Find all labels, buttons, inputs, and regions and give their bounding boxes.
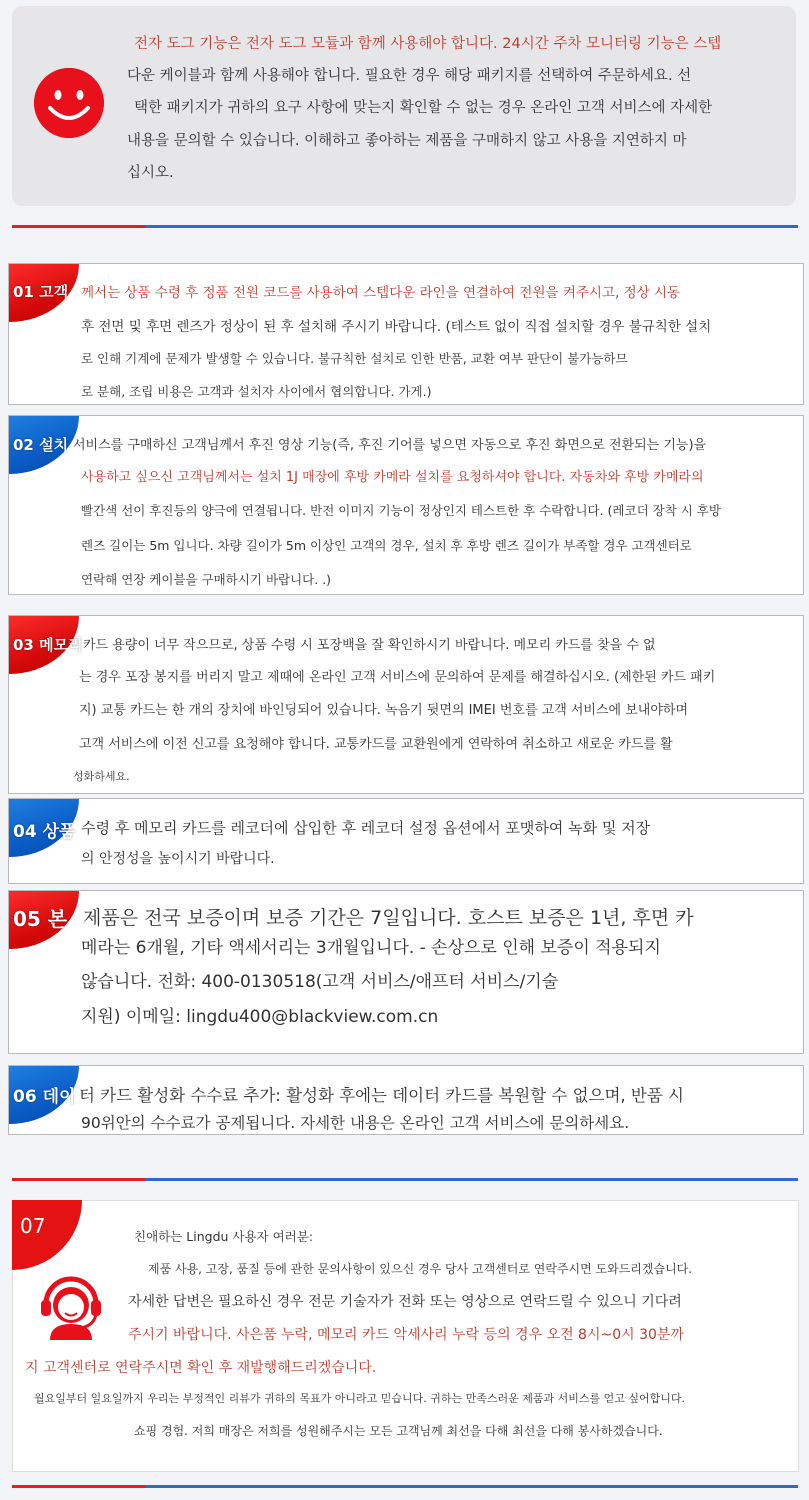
notice-line: 내용을 문의할 수 있습니다. 이해하고 좋아하는 제품을 구매하지 않고 사용을 지연하지 마 [127, 133, 687, 149]
card-line: 월요일부터 일요일까지 우리는 부정적인 리뷰가 귀하의 목표가 아니라고 믿습니다. 귀하는 만족스러운 제품과 서비스를 얻고 싶어합니다. [34, 1392, 685, 1405]
section-number: 07 [20, 1214, 46, 1238]
card-line: 친애하는 Lingdu 사용자 여러분: [134, 1229, 314, 1244]
section-05 [8, 890, 804, 1054]
section-line: 로 인해 기계에 문제가 발생할 수 있습니다. 불규칙한 설치로 인한 반품, 교환 여부 판단이 불가능하므 [81, 351, 628, 366]
notice-line: 전자 도그 기능은 전자 도그 모듈과 함께 사용해야 합니다. 24시간 주차 모니터링 기능은 스텝 [134, 36, 722, 52]
customer-service-agent-icon [36, 1270, 106, 1340]
section-line: 빨간색 선이 후진등의 양극에 연결됩니다. 반전 이미지 기능이 정상인지 테스트한 후 수락합니다. (레코더 장착 시 후방 [81, 503, 721, 518]
card-line: 자세한 답변은 필요하신 경우 전문 기술자가 전화 또는 영상으로 연락드릴 수 있으니 기다려 [128, 1294, 682, 1310]
section-divider [12, 225, 798, 228]
section-line: 사용하고 싶으신 고객님께서는 설치 1J 매장에 후방 카메라 설치를 요청하셔야 합니다. 자동차와 후방 카메라의 [81, 470, 704, 485]
section-line: 지) 교통 카드는 한 개의 장치에 바인딩되어 있습니다. 녹음기 뒷면의 IMEI 번호를 고객 서비스에 보내야하며 [79, 703, 689, 718]
section-line: 성화하세요. [73, 770, 130, 783]
notice-line: 십시오. [127, 165, 174, 181]
section-line: 메라는 6개월, 기타 액세서리는 3개월입니다. - 손상으로 인해 보증이 적용되지 [81, 938, 661, 958]
section-divider [12, 1178, 798, 1181]
card-line: 쇼핑 경험. 저희 매장은 저희를 성원해주시는 모든 고객님께 최선을 다해 최선을 다해 봉사하겠습니다. [134, 1424, 663, 1438]
section-line: 로 분해, 조립 비용은 고객과 설치자 사이에서 협의합니다. 가게.) [81, 384, 432, 399]
section-number: 05 본 [13, 907, 68, 931]
section-divider [12, 1485, 798, 1488]
section-line: 수령 후 메모리 카드를 레코더에 삽입한 후 레코더 설정 옵션에서 포맷하여 녹화 및 저장 [81, 819, 651, 837]
section-line: 께서는 상품 수령 후 정품 전원 코드를 사용하여 스텝다운 라인을 연결하여 전원을 켜주시고, 정상 시동 [81, 285, 681, 301]
section-line: 연락해 연장 케이블을 구매하시기 바랍니다. .) [81, 572, 332, 587]
smiley-icon [34, 68, 104, 138]
section-number: 02 설치 [13, 436, 69, 454]
section-line: 는 경우 포장 봉지를 버리지 말고 제때에 온라인 고객 서비스에 문의하여 문제를 해결하십시오. (제한된 카드 패키 [79, 670, 716, 685]
section-01 [8, 263, 804, 405]
section-04 [8, 798, 804, 884]
section-06 [8, 1065, 804, 1135]
section-line: 후 전면 및 후면 렌즈가 정상이 된 후 설치해 주시기 바랍니다. (테스트 없이 직접 설치할 경우 불규칙한 설치 [81, 319, 712, 335]
notice-line: 다운 케이블과 함께 사용해야 합니다. 필요한 경우 해당 패키지를 선택하여 주문하세요. 선 [127, 68, 692, 84]
section-line: 터 카드 활성화 수수료 추가: 활성화 후에는 데이터 카드를 복원할 수 없으며, 반품 시 [79, 1086, 684, 1105]
section-line: 카드 용량이 너무 작으므로, 상품 수령 시 포장백을 잘 확인하시기 바랍니다. 메모리 카드를 찾을 수 없 [83, 638, 656, 653]
section-line: 지원) 이메일: lingdu400@blackview.com.cn [81, 1007, 439, 1027]
section-number: 04 상품 [13, 822, 76, 842]
section-number: 01 고객 [13, 283, 69, 301]
notice-line: 택한 패키지가 귀하의 요구 사항에 맞는지 확인할 수 없는 경우 온라인 고객 서비스에 자세한 [134, 100, 713, 116]
section-line: 의 안정성을 높이시기 바랍니다. [81, 851, 275, 867]
section-number: 06 데이 [13, 1087, 76, 1107]
card-line: 지 고객센터로 연락주시면 확인 후 재발행해드리겠습니다. [25, 1360, 377, 1376]
section-02 [8, 415, 804, 595]
section-03 [8, 615, 804, 794]
section-number: 03 메모리 [13, 636, 83, 654]
card-line: 제품 사용, 고장, 품질 등에 관한 문의사항이 있으신 경우 당사 고객센터로 연락주시면 도와드리겠습니다. [148, 1262, 693, 1276]
section-line: 90위안의 수수료가 공제됩니다. 자세한 내용은 온라인 고객 서비스에 문의하세요. [81, 1114, 630, 1132]
section-line: 않습니다. 전화: 400-0130518(고객 서비스/애프터 서비스/기술 [81, 972, 559, 992]
section-line: 렌즈 길이는 5m 입니다. 차량 길이가 5m 이상인 고객의 경우, 설치 후 후방 렌즈 길이가 부족할 경우 고객센터로 [81, 538, 692, 553]
section-line: 서비스를 구매하신 고객님께서 후진 영상 기능(즉, 후진 기어를 넣으면 자동으로 후진 화면으로 전환되는 기능)을 [73, 438, 707, 453]
section-line: 고객 서비스에 이전 신고를 요청해야 합니다. 교통카드를 교환원에게 연락하여 취소하고 새로운 카드를 활 [79, 737, 673, 752]
section-line: 제품은 전국 보증이며 보증 기간은 7일입니다. 호스트 보증은 1년, 후면 카 [83, 907, 694, 929]
card-line: 주시기 바랍니다. 사은품 누락, 메모리 카드 악세사리 누락 등의 경우 오전 8시~0시 30분까 [128, 1327, 684, 1343]
